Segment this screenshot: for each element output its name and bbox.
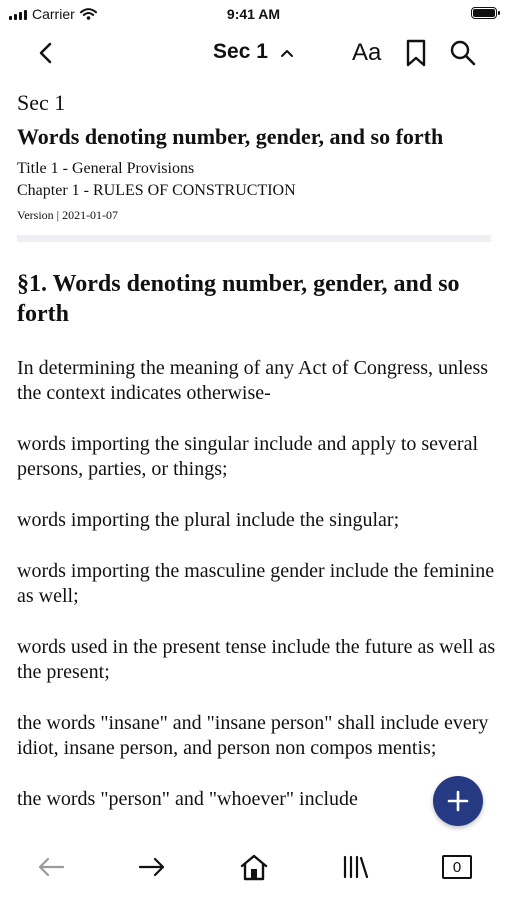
bookmark-button[interactable] (405, 39, 427, 72)
document-header (17, 88, 493, 224)
library-icon (341, 854, 369, 880)
section-switcher[interactable] (0, 40, 507, 64)
library-button[interactable] (340, 852, 370, 882)
status-time: 9:41 AM (226, 6, 281, 22)
tabs-button[interactable] (440, 852, 474, 882)
paragraph: words importing the masculine gender include the feminine as well; (17, 560, 495, 607)
status-bar (0, 0, 507, 28)
chapter-line: Chapter 1 - RULES OF CONSTRUCTION (17, 182, 296, 199)
home-icon (239, 853, 269, 881)
version-line: Version | 2021-01-07 (17, 208, 119, 222)
plus-icon (447, 790, 469, 812)
bottom-toolbar (0, 838, 507, 900)
nav-bar (0, 30, 507, 76)
carrier-label: Carrier (32, 6, 75, 22)
paragraph: the words "person" and "whoever" include (17, 788, 358, 810)
arrow-right-icon (138, 857, 166, 877)
arrow-left-icon (37, 857, 65, 877)
section-body (17, 356, 497, 838)
chevron-up-icon (280, 40, 294, 64)
paragraph: words importing the plural include the singular; (17, 509, 400, 531)
bookmark-icon (405, 39, 427, 67)
divider (17, 235, 491, 242)
search-icon (449, 39, 476, 66)
section-label: Sec 1 (17, 90, 66, 115)
battery-icon (471, 7, 497, 19)
paragraph: the words "insane" and "insane person" shall include every idiot, insane person, and person non compos mentis; (17, 712, 489, 759)
nav-title-label: Sec 1 (213, 40, 268, 63)
home-button[interactable] (238, 852, 270, 882)
browser-forward-button[interactable] (137, 852, 167, 882)
browser-back-button[interactable] (36, 852, 66, 882)
add-button[interactable] (433, 776, 483, 826)
search-button[interactable] (449, 39, 476, 71)
paragraph: In determining the meaning of any Act of Congress, unless the context indicates otherwise- (17, 357, 489, 404)
tab-count: 0 (442, 855, 472, 879)
section-heading: Words denoting number, gender, and so forth (17, 124, 444, 149)
font-size-button[interactable]: Aa (352, 39, 382, 66)
paragraph: words importing the singular include and apply to several persons, parties, or things; (17, 433, 479, 480)
section-title: §1. Words denoting number, gender, and so forth (17, 271, 460, 327)
title-line: Title 1 - General Provisions (17, 160, 195, 177)
paragraph: words used in the present tense include the future as well as the present; (17, 636, 496, 683)
